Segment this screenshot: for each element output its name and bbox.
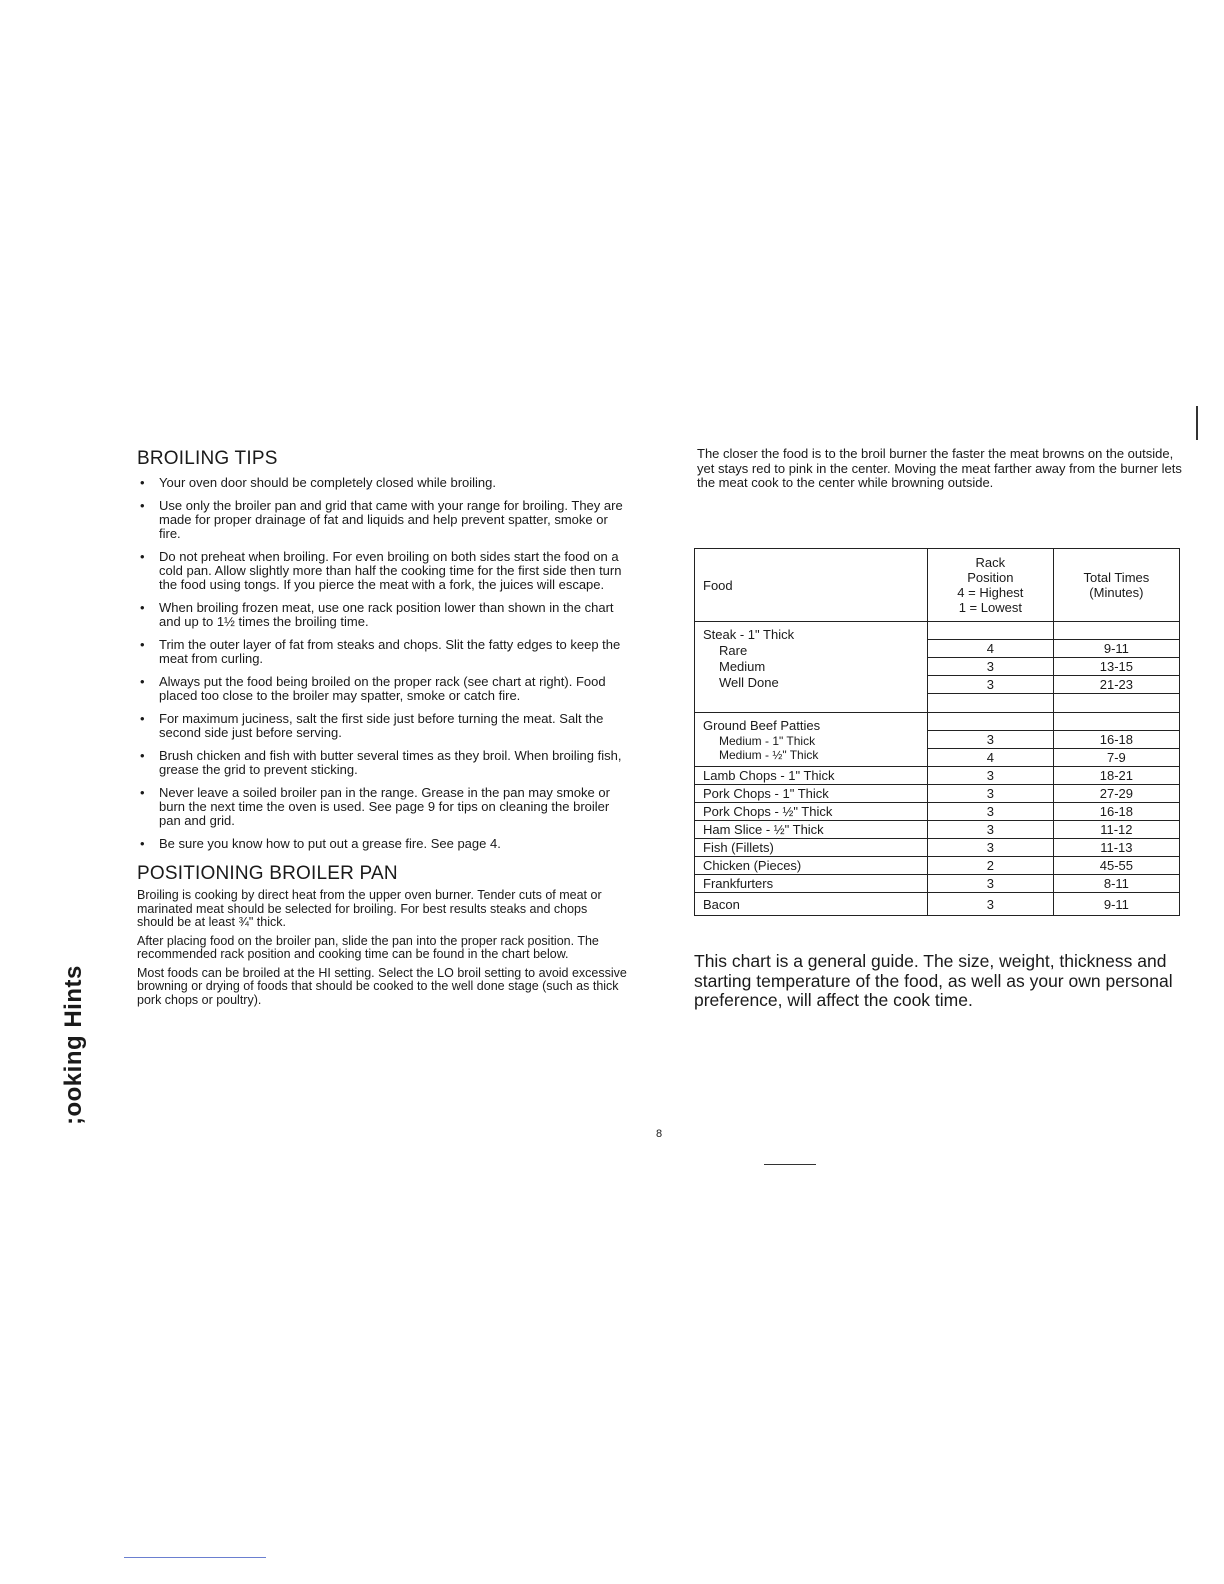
scan-mark — [764, 1164, 816, 1165]
positioning-paragraph: After placing food on the broiler pan, slide the pan into the proper rack position. The recommended rack position and cooking time can be found in the chart below. — [137, 933, 599, 961]
table-row: Ham Slice - ½" Thick 3 11-12 — [695, 821, 1180, 839]
table-row: Fish (Fillets) 3 11-13 — [695, 839, 1180, 857]
steak-medium-rack: 3 — [928, 657, 1053, 675]
steak-medium: Medium — [719, 659, 766, 674]
steak-rare-rack: 4 — [928, 639, 1053, 657]
broiling-tips-list — [137, 476, 627, 851]
table-row: Pork Chops - 1" Thick 3 27-29 — [695, 785, 1180, 803]
beef-medium-1-rack: 3 — [928, 730, 1053, 748]
table-row: Pork Chops - ½" Thick 3 16-18 — [695, 803, 1180, 821]
beef-medium-1-time: 16-18 — [1054, 730, 1179, 748]
broiling-chart — [694, 548, 1180, 916]
beef-medium-half: Medium - ½" Thick — [719, 747, 819, 762]
steak-label: Steak - 1" Thick — [703, 627, 795, 642]
tip-item: • Never leave a soiled broiler pan in the range. Grease in the pan may smoke or burn the next time the oven is used. See page 9 for tips on cleaning the broiler pan and grid. — [137, 786, 627, 828]
header-food: Food — [695, 549, 928, 622]
table-header-row — [695, 549, 1180, 622]
table-row: Lamb Chops - 1" Thick 3 18-21 — [695, 767, 1180, 785]
ground-beef-label: Ground Beef Patties — [703, 717, 821, 733]
scan-mark — [1196, 406, 1198, 440]
tip-item: • Brush chicken and fish with butter several times as they broil. When broiling fish, grease the grid to prevent sticking. — [137, 749, 627, 777]
beef-medium-half-time: 7-9 — [1054, 748, 1179, 766]
page-number: 8 — [656, 1128, 663, 1140]
intro-paragraph: The closer the food is to the broil burner the faster the meat browns on the outside, yet stays red to pink in the center. Moving the meat farther away from the burner lets the meat cook to the center while browning outside. — [697, 446, 1182, 490]
broiling-tips-heading: BROILING TIPS — [137, 448, 278, 469]
tip-item: • Your oven door should be completely closed while broiling. — [137, 476, 627, 490]
tip-item: • Always put the food being broiled on the proper rack (see chart at right). Food placed too close to the broiler may spatter, smoke or catch fire. — [137, 675, 627, 703]
tip-item: • When broiling frozen meat, use one rack position lower than shown in the chart and up to 1½ times the broiling time. — [137, 601, 627, 629]
tip-item: • Trim the outer layer of fat from steaks and chops. Slit the fatty edges to keep the meat from curling. — [137, 638, 627, 666]
header-rack: Rack Position 4 = Highest 1 = Lowest — [927, 549, 1053, 622]
positioning-heading: POSITIONING BROILER PAN — [137, 863, 398, 884]
table-row-steak — [695, 622, 1180, 713]
steak-rare-time: 9-11 — [1054, 639, 1179, 657]
right-column — [697, 447, 1185, 491]
tip-item: • For maximum juciness, salt the first side just before turning the meat. Salt the second side just before serving. — [137, 712, 627, 740]
section-tab: ;ooking Hints — [60, 965, 87, 1125]
positioning-paragraph: Broiling is cooking by direct heat from the upper oven burner. Tender cuts of meat or marinated meat should be selected for broiling. For best results steaks and chops should be at least ¾" thick. — [137, 888, 602, 929]
beef-medium-half-rack: 4 — [928, 748, 1053, 766]
tip-item: • Be sure you know how to put out a grease fire. See page 4. — [137, 837, 627, 851]
steak-well-done: Well Done — [719, 675, 779, 690]
steak-medium-time: 13-15 — [1054, 657, 1179, 675]
tip-item: • Do not preheat when broiling. For even broiling on both sides start the food on a cold pan. Allow slightly more than half the cooking time for the first side then turn the food using tongs. If you pierce the meat with a fork, the juices will escape. — [137, 550, 627, 592]
outro-paragraph: This chart is a general guide. The size, weight, thickness and starting temperature of the food, as well as your own personal preference, will affect the cook time. — [694, 951, 1173, 1010]
table-row: Frankfurters 3 8-11 — [695, 875, 1180, 893]
tip-item: • Use only the broiler pan and grid that came with your range for broiling. They are made for proper drainage of fat and liquids and help prevent spatter, smoke or fire. — [137, 499, 627, 541]
steak-well-done-rack: 3 — [928, 675, 1053, 693]
table-row: Chicken (Pieces) 2 45-55 — [695, 857, 1180, 875]
table-row-ground-beef — [695, 713, 1180, 767]
table-row: Bacon 3 9-11 — [695, 893, 1180, 916]
left-column — [137, 448, 627, 1012]
beef-medium-1: Medium - 1" Thick — [719, 733, 816, 748]
positioning-paragraph: Most foods can be broiled at the HI setting. Select the LO broil setting to avoid excessive browning or drying of foods that should be cooked to the well done stage (such as thick pork chops or poultry). — [137, 965, 627, 1007]
header-time: Total Times (Minutes) — [1053, 549, 1179, 622]
scan-mark — [124, 1557, 266, 1558]
steak-well-done-time: 21-23 — [1054, 675, 1179, 693]
steak-rare: Rare — [719, 643, 748, 658]
